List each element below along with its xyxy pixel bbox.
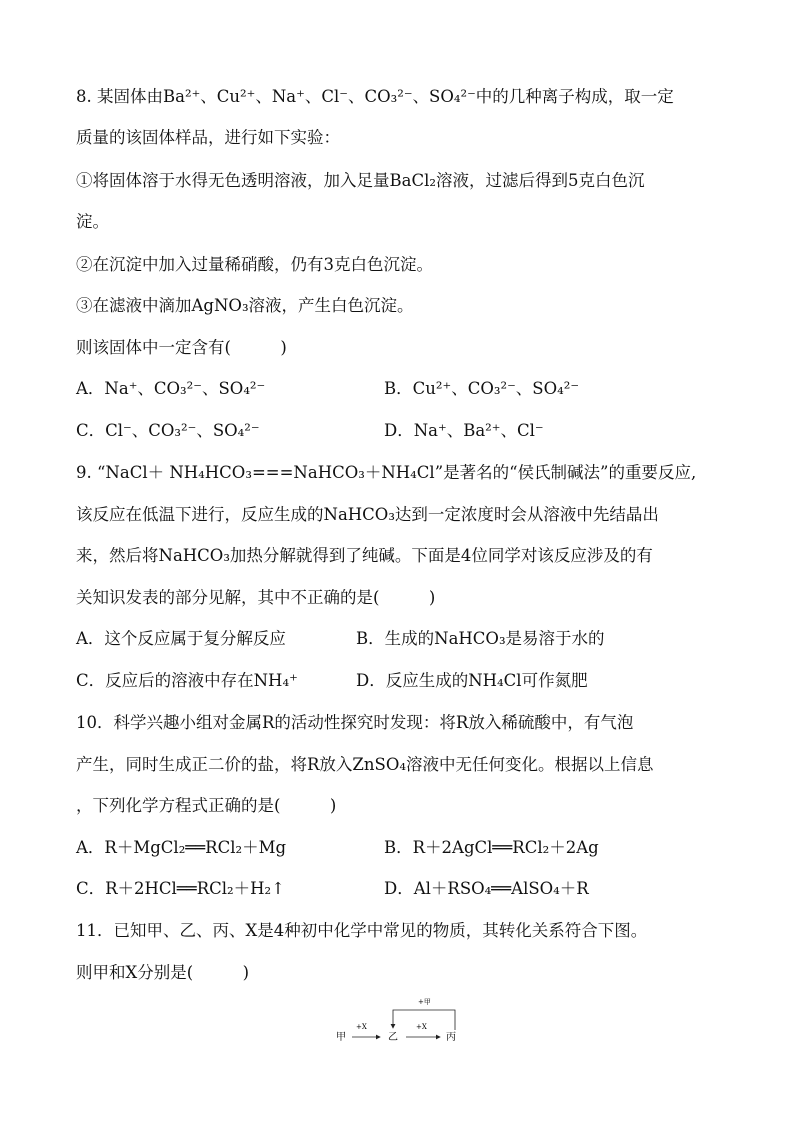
- q9-option-b: B．生成的NaHCO₃是易溶于水的: [356, 629, 605, 648]
- q10-option-d: D．Al＋RSO₄══AlSO₄＋R: [384, 879, 589, 898]
- q8-line2: 质量的该固体样品，进行如下实验：: [76, 128, 340, 147]
- q10-option-b: B．R＋2AgCl══RCl₂＋2Ag: [384, 838, 599, 857]
- conversion-diagram: [330, 992, 470, 1052]
- q9-option-a: A．这个反应属于复分解反应: [76, 629, 286, 648]
- q9-line3: 来，然后将NaHCO₃加热分解就得到了纯碱。下面是4位同学对该反应涉及的有: [76, 546, 653, 565]
- q11-line1: 11．已知甲、乙、丙、X是4种初中化学中常见的物质，其转化关系符合下图。: [76, 921, 648, 940]
- label-plus-x-2: +X: [416, 1023, 427, 1031]
- q10-line3: ，下列化学方程式正确的是( ): [76, 796, 337, 815]
- q9-line1: 9. “NaCl＋ NH₄HCO₃===NaHCO₃＋NH₄Cl”是著名的“侯氏制碱法”的重要反应,: [76, 463, 697, 482]
- label-plus-jia: +甲: [418, 998, 431, 1006]
- node-bing: 丙: [446, 1032, 456, 1043]
- q8-option-d: D．Na⁺、Ba²⁺、Cl⁻: [384, 421, 544, 440]
- q8-line1: 8. 某固体由Ba²⁺、Cu²⁺、Na⁺、Cl⁻、CO₃²⁻、SO₄²⁻中的几种离子构成，取一定: [76, 87, 674, 106]
- q8-option-a: A．Na⁺、CO₃²⁻、SO₄²⁻: [76, 379, 266, 398]
- q10-option-c: C．R＋2HCl══RCl₂＋H₂↑: [76, 879, 285, 898]
- q11-line2: 则甲和X分别是( ): [76, 963, 250, 982]
- q8-option-b: B．Cu²⁺、CO₃²⁻、SO₄²⁻: [384, 379, 580, 398]
- q10-line2: 产生，同时生成正二价的盐，将R放入ZnSO₄溶液中无任何变化。根据以上信息: [76, 755, 654, 774]
- q9-option-c: C．反应后的溶液中存在NH₄⁺: [76, 671, 298, 690]
- node-yi: 乙: [388, 1032, 398, 1043]
- q8-option-c: C．Cl⁻、CO₃²⁻、SO₄²⁻: [76, 421, 260, 440]
- label-plus-x-1: +X: [356, 1023, 367, 1031]
- q9-option-d: D．反应生成的NH₄Cl可作氮肥: [356, 671, 588, 690]
- q8-step1a: ①将固体溶于水得无色透明溶液，加入足量BaCl₂溶液，过滤后得到5克白色沉: [76, 171, 645, 190]
- q10-option-a: A．R＋MgCl₂══RCl₂＋Mg: [76, 838, 287, 857]
- q8-step3: ③在滤液中滴加AgNO₃溶液，产生白色沉淀。: [76, 296, 414, 315]
- q10-line1: 10．科学兴趣小组对金属R的活动性探究时发现：将R放入稀硫酸中，有气泡: [76, 713, 634, 732]
- q9-line2: 该反应在低温下进行，反应生成的NaHCO₃达到一定浓度时会从溶液中先结晶出: [76, 505, 659, 524]
- q8-ask: 则该固体中一定含有( ): [76, 338, 287, 357]
- node-jia: 甲: [336, 1032, 346, 1043]
- q9-line4: 关知识发表的部分见解，其中不正确的是( ): [76, 588, 436, 607]
- q8-step2: ②在沉淀中加入过量稀硝酸，仍有3克白色沉淀。: [76, 255, 433, 274]
- q8-step1b: 淀。: [76, 212, 109, 231]
